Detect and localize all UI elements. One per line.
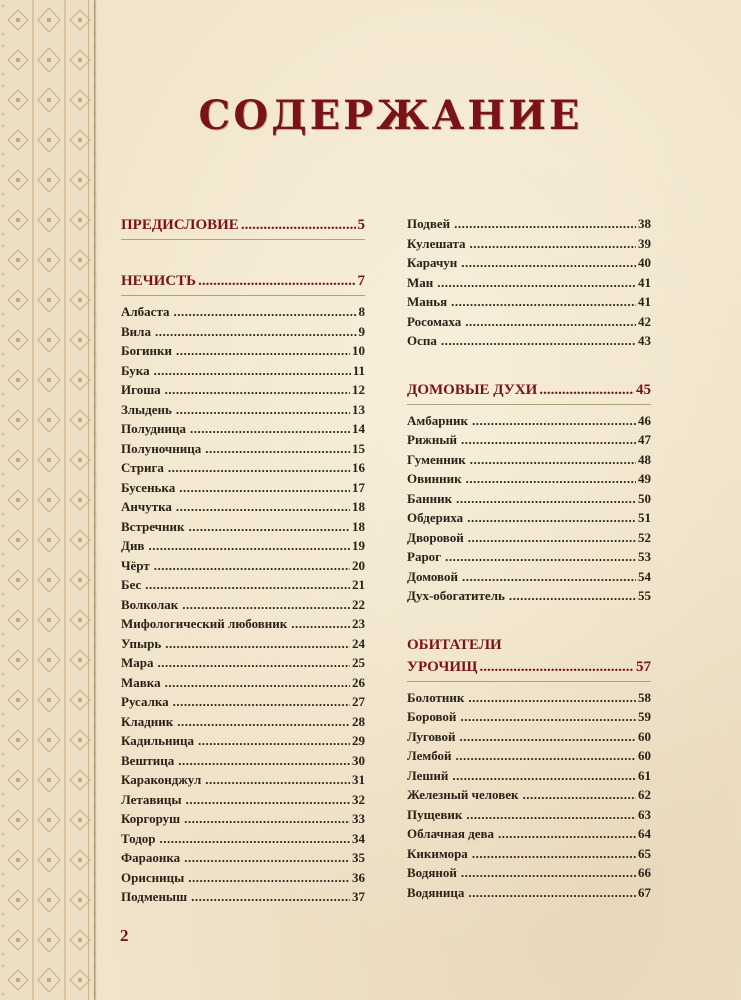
entry-page: 19 <box>352 538 365 553</box>
toc-entry[interactable] <box>407 746 651 766</box>
entry-page: 23 <box>352 616 365 631</box>
toc-entry[interactable] <box>121 322 365 342</box>
entry-title: Бусенька <box>121 479 176 495</box>
leader-dots <box>177 712 350 732</box>
entry-page: 47 <box>638 432 651 447</box>
entry-title: Кикимора <box>407 845 468 861</box>
entry-title: Тодор <box>121 830 156 846</box>
toc-entry[interactable] <box>121 517 365 537</box>
entry-page: 41 <box>638 294 651 309</box>
leader-dots <box>176 341 350 361</box>
leader-dots <box>165 634 350 654</box>
toc-entry[interactable] <box>121 614 365 634</box>
leader-dots <box>188 868 350 888</box>
toc-entry[interactable] <box>407 450 651 470</box>
entry-page: 34 <box>352 830 365 846</box>
toc-entry[interactable] <box>121 595 365 615</box>
toc-entry[interactable] <box>121 302 365 322</box>
leader-dots <box>460 727 636 747</box>
toc-entry[interactable] <box>407 214 651 234</box>
toc-entry[interactable] <box>121 341 365 361</box>
entry-title: Фараонка <box>121 850 181 865</box>
entry-page: 66 <box>638 865 651 880</box>
entry-page: 59 <box>638 709 651 724</box>
entry-title: Орисницы <box>121 869 185 885</box>
leader-dots <box>539 379 634 401</box>
section-page: 45 <box>636 381 651 398</box>
toc-entry[interactable] <box>121 458 365 478</box>
entry-title: Чёрт <box>121 557 150 573</box>
entry-title: Дворовой <box>407 529 464 545</box>
toc-entry[interactable] <box>121 809 365 829</box>
section-label: ДОМОВЫЕ ДУХИ <box>407 381 538 398</box>
leader-dots <box>456 746 636 766</box>
leader-dots <box>460 707 636 727</box>
leader-dots <box>470 450 636 470</box>
leader-dots <box>461 430 636 450</box>
toc-right-column <box>407 214 651 902</box>
toc-entry[interactable] <box>121 790 365 810</box>
toc-entry[interactable] <box>121 848 365 868</box>
entry-page: 30 <box>352 752 365 768</box>
entry-page: 11 <box>352 362 365 378</box>
toc-section-nechist[interactable] <box>121 270 365 296</box>
entry-page: 15 <box>352 440 365 456</box>
entry-page: 48 <box>638 451 651 467</box>
entry-page: 12 <box>352 382 365 397</box>
toc-entry[interactable] <box>407 273 651 293</box>
leader-dots <box>241 214 356 236</box>
entry-title: Лембой <box>407 748 452 763</box>
toc-section-preface[interactable] <box>121 214 365 240</box>
leader-dots <box>468 528 636 548</box>
entry-title: Полудница <box>121 421 186 436</box>
entry-page: 9 <box>358 323 365 339</box>
leader-dots <box>182 595 350 615</box>
entry-page: 22 <box>352 596 365 612</box>
leader-dots <box>148 536 350 556</box>
section-label: ПРЕДИСЛОВИЕ <box>121 217 239 233</box>
entry-title: Русалка <box>121 694 169 709</box>
leader-dots <box>437 273 636 293</box>
entry-title: Полуночница <box>121 440 202 456</box>
entry-page: 31 <box>352 772 365 787</box>
section-page: 5 <box>357 217 365 233</box>
entry-page: 65 <box>638 845 651 861</box>
entry-title: Железный человек <box>407 787 519 802</box>
entry-title: Рижный <box>407 432 457 447</box>
toc-entry[interactable] <box>121 868 365 888</box>
section-label: НЕЧИСТЬ <box>121 273 197 289</box>
entry-page: 67 <box>638 884 651 900</box>
entry-title: Боровой <box>407 709 457 724</box>
entry-title: Рарог <box>407 549 442 564</box>
entry-title: Амбарник <box>407 412 468 428</box>
entry-title: Волколак <box>121 596 179 612</box>
toc-entry[interactable] <box>407 508 651 528</box>
leader-dots <box>451 292 636 312</box>
leader-dots <box>158 653 351 673</box>
leader-dots <box>498 824 636 844</box>
entry-page: 60 <box>638 748 651 763</box>
decorative-border <box>0 0 98 1000</box>
entry-page: 50 <box>638 490 651 506</box>
leader-dots <box>466 469 636 489</box>
toc-entry[interactable] <box>121 692 365 712</box>
entry-title: Оспа <box>407 333 437 348</box>
leader-dots <box>454 214 636 234</box>
section-label-line1: ОБИТАТЕЛИ <box>407 636 502 653</box>
leader-dots <box>188 517 350 537</box>
entry-page: 16 <box>352 460 365 475</box>
entry-page: 42 <box>638 313 651 329</box>
entry-title: Росомаха <box>407 313 462 329</box>
leader-dots <box>461 863 636 883</box>
entry-page: 61 <box>638 767 651 783</box>
entry-page: 54 <box>638 568 651 584</box>
toc-entry[interactable] <box>121 712 365 732</box>
leader-dots <box>466 805 636 825</box>
entry-title: Стрига <box>121 460 164 475</box>
leader-dots <box>145 575 350 595</box>
toc-left-column <box>121 214 365 907</box>
toc-entry[interactable] <box>407 586 651 606</box>
entry-page: 18 <box>352 518 365 534</box>
entry-page: 29 <box>352 733 365 748</box>
toc-entry[interactable] <box>407 489 651 509</box>
leader-dots <box>190 419 350 439</box>
entry-title: Богинки <box>121 343 172 358</box>
leader-dots <box>173 692 350 712</box>
entry-title: Мара <box>121 655 154 670</box>
toc-entry[interactable] <box>407 785 651 805</box>
toc-entry[interactable] <box>121 653 365 673</box>
leader-dots <box>191 887 350 907</box>
entry-title: Мифологический любовник <box>121 616 288 631</box>
toc-entry[interactable] <box>121 419 365 439</box>
entry-page: 52 <box>638 529 651 545</box>
toc-entry[interactable] <box>121 478 365 498</box>
entry-title: Див <box>121 538 145 553</box>
leader-dots <box>154 361 351 381</box>
entry-page: 49 <box>638 471 651 486</box>
leader-dots <box>468 883 636 903</box>
entry-title: Встречник <box>121 518 185 534</box>
entry-page: 58 <box>638 689 651 705</box>
entry-title: Подвей <box>407 216 451 231</box>
entry-page: 37 <box>352 889 365 904</box>
entry-page: 63 <box>638 806 651 822</box>
toc-entry[interactable] <box>121 829 365 849</box>
entry-title: Бука <box>121 362 150 378</box>
entry-title: Караконджул <box>121 772 202 787</box>
toc-entry[interactable] <box>407 707 651 727</box>
entry-title: Упырь <box>121 635 162 651</box>
leader-dots <box>176 497 350 517</box>
toc-entry[interactable] <box>121 439 365 459</box>
toc-entry[interactable] <box>407 844 651 864</box>
entry-page: 25 <box>352 655 365 670</box>
entry-page: 40 <box>638 255 651 270</box>
leader-dots <box>198 270 355 292</box>
entry-title: Игоша <box>121 382 161 397</box>
toc-entry[interactable] <box>121 556 365 576</box>
entry-page: 41 <box>638 274 651 290</box>
toc-entry[interactable] <box>407 805 651 825</box>
leader-dots <box>205 770 350 790</box>
toc-entry[interactable] <box>121 887 365 907</box>
leader-dots <box>154 556 350 576</box>
entry-title: Гуменник <box>407 451 466 467</box>
toc-entry[interactable] <box>407 824 651 844</box>
entry-title: Злыдень <box>121 401 172 417</box>
leader-dots <box>472 411 636 431</box>
toc-entry[interactable] <box>121 380 365 400</box>
leader-dots <box>291 614 350 634</box>
entry-page: 24 <box>352 635 365 651</box>
entry-title: Кулешата <box>407 235 466 251</box>
toc-entry[interactable] <box>121 731 365 751</box>
leader-dots <box>452 766 636 786</box>
entry-page: 62 <box>638 787 651 802</box>
entry-title: Кладник <box>121 713 174 729</box>
entry-title: Дух-обогатитель <box>407 588 505 603</box>
entry-title: Домовой <box>407 568 458 584</box>
leader-dots <box>179 478 350 498</box>
toc-entry[interactable] <box>407 688 651 708</box>
entry-title: Подменыш <box>121 889 188 904</box>
toc-entry[interactable] <box>121 634 365 654</box>
entry-page: 38 <box>638 216 651 231</box>
entry-title: Карачун <box>407 255 458 270</box>
ornament-pattern-icon <box>0 0 98 1000</box>
leader-dots <box>160 829 350 849</box>
entry-title: Анчутка <box>121 499 172 514</box>
toc-entry[interactable] <box>407 883 651 903</box>
leader-dots <box>441 331 636 351</box>
leader-dots <box>509 586 636 606</box>
toc-entry[interactable] <box>407 469 651 489</box>
entry-page: 35 <box>352 850 365 865</box>
toc-entry[interactable] <box>121 400 365 420</box>
entry-page: 17 <box>352 479 365 495</box>
entry-page: 20 <box>352 557 365 573</box>
entry-title: Вештица <box>121 752 175 768</box>
entry-page: 33 <box>352 811 365 826</box>
toc-entry[interactable] <box>121 751 365 771</box>
leader-dots <box>184 848 350 868</box>
toc-list-nechist-cont <box>407 214 651 351</box>
toc-entry[interactable] <box>407 863 651 883</box>
entry-title: Обдериха <box>407 510 464 525</box>
leader-dots <box>178 751 350 771</box>
entry-title: Бес <box>121 577 142 592</box>
toc-entry[interactable] <box>121 536 365 556</box>
entry-page: 10 <box>352 343 365 358</box>
toc-entry[interactable] <box>407 766 651 786</box>
entry-page: 8 <box>358 304 365 319</box>
entry-page: 18 <box>352 499 365 514</box>
section-page: 57 <box>636 658 651 675</box>
toc-section-urochish[interactable] <box>407 634 651 682</box>
leader-dots <box>198 731 350 751</box>
entry-title: Водяница <box>407 884 465 900</box>
page-title: СОДЕРЖАНИЕ <box>198 92 583 139</box>
entry-title: Мавка <box>121 674 161 690</box>
entry-title: Банник <box>407 490 453 506</box>
entry-page: 51 <box>638 510 651 525</box>
entry-title: Ман <box>407 274 434 290</box>
toc-entry[interactable] <box>407 727 651 747</box>
leader-dots <box>522 785 636 805</box>
leader-dots <box>468 688 636 708</box>
entry-page: 43 <box>638 333 651 348</box>
entry-page: 32 <box>352 791 365 807</box>
entry-title: Коргоруш <box>121 811 181 826</box>
toc-entry[interactable] <box>121 361 365 381</box>
leader-dots <box>184 809 350 829</box>
toc-entry[interactable] <box>407 430 651 450</box>
toc-entry[interactable] <box>407 292 651 312</box>
entry-page: 55 <box>638 588 651 603</box>
toc-entry[interactable] <box>407 331 651 351</box>
page-number: 2 <box>120 926 129 945</box>
toc-section-domovye[interactable] <box>407 379 651 405</box>
toc-entry[interactable] <box>407 567 651 587</box>
toc-entry[interactable] <box>407 547 651 567</box>
toc-entry[interactable] <box>121 673 365 693</box>
toc-entry[interactable] <box>407 411 651 431</box>
leader-dots <box>472 844 636 864</box>
entry-page: 14 <box>352 421 365 436</box>
leader-dots <box>174 302 357 322</box>
section-label-line2: УРОЧИЩ <box>407 658 478 675</box>
leader-dots <box>462 567 636 587</box>
leader-dots <box>168 458 350 478</box>
leader-dots <box>186 790 350 810</box>
leader-dots <box>467 508 636 528</box>
entry-page: 46 <box>638 412 651 428</box>
leader-dots <box>456 489 636 509</box>
entry-page: 26 <box>352 674 365 690</box>
entry-page: 36 <box>352 869 365 885</box>
toc-list-domovye <box>407 411 651 606</box>
entry-title: Албаста <box>121 304 170 319</box>
entry-page: 21 <box>352 577 365 592</box>
toc-list-urochish <box>407 688 651 903</box>
toc-entry[interactable] <box>407 234 651 254</box>
entry-title: Вила <box>121 323 151 339</box>
leader-dots <box>165 380 350 400</box>
entry-page: 39 <box>638 235 651 251</box>
entry-title: Овинник <box>407 471 462 486</box>
entry-page: 53 <box>638 549 651 564</box>
leader-dots <box>470 234 636 254</box>
entry-title: Манья <box>407 294 448 309</box>
entry-title: Кадильница <box>121 733 194 748</box>
toc-entry[interactable] <box>407 312 651 332</box>
leader-dots <box>205 439 350 459</box>
toc-list-nechist <box>121 302 365 907</box>
entry-page: 60 <box>638 728 651 744</box>
leader-dots <box>176 400 350 420</box>
entry-title: Болотник <box>407 689 465 705</box>
leader-dots <box>461 253 636 273</box>
section-page: 7 <box>357 273 365 289</box>
entry-title: Луговой <box>407 728 456 744</box>
entry-title: Летавицы <box>121 791 182 807</box>
leader-dots <box>165 673 350 693</box>
toc-entry[interactable] <box>121 770 365 790</box>
toc-entry[interactable] <box>407 253 651 273</box>
entry-title: Пущевик <box>407 806 463 822</box>
toc-entry[interactable] <box>121 497 365 517</box>
entry-title: Леший <box>407 767 449 783</box>
entry-title: Водяной <box>407 865 457 880</box>
leader-dots <box>445 547 636 567</box>
toc-entry[interactable] <box>407 528 651 548</box>
entry-page: 27 <box>352 694 365 709</box>
toc-entry[interactable] <box>121 575 365 595</box>
entry-page: 64 <box>638 826 651 841</box>
leader-dots <box>155 322 357 342</box>
leader-dots <box>480 656 634 678</box>
entry-page: 13 <box>352 401 365 417</box>
entry-page: 28 <box>352 713 365 729</box>
entry-title: Облачная дева <box>407 826 495 841</box>
leader-dots <box>465 312 636 332</box>
